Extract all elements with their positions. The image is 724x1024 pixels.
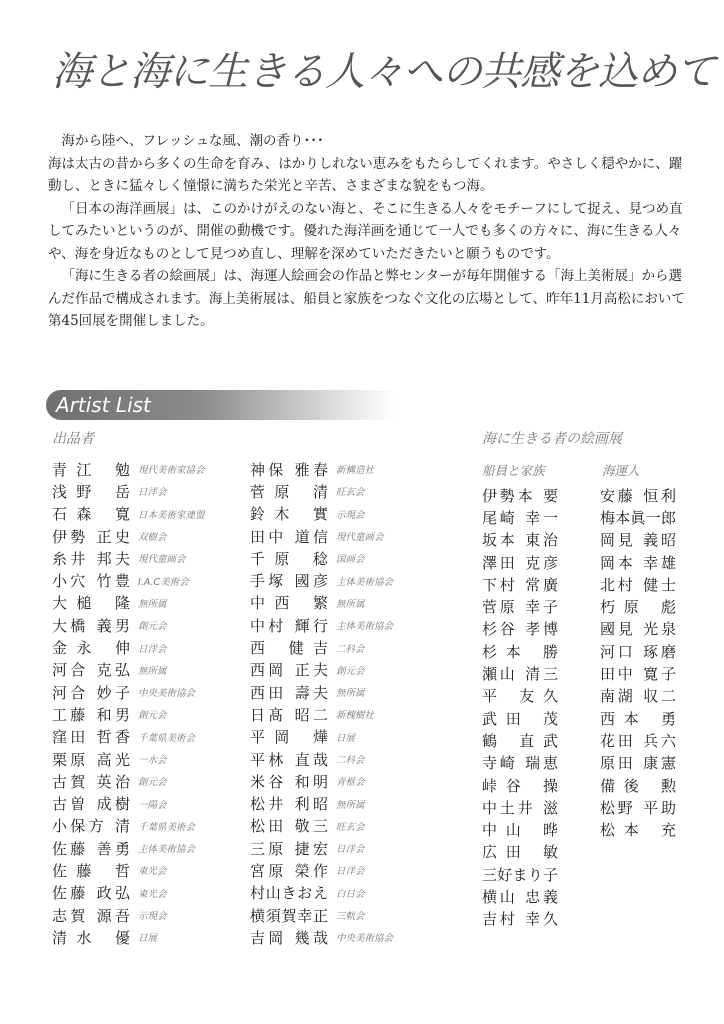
- art-group: 主体美術協会: [336, 576, 394, 588]
- artist-name: 伊勢 正史: [52, 527, 130, 546]
- list-item: [600, 551, 676, 573]
- art-group: 日展: [336, 732, 356, 744]
- artist-name: 横山 忠義: [482, 887, 558, 906]
- art-group: 無所属: [336, 799, 365, 811]
- artist-name: 松本 充: [600, 821, 676, 840]
- list-item: [250, 458, 393, 480]
- artist-name: 瀬山 清三: [482, 665, 558, 684]
- art-group: 日展: [138, 933, 158, 945]
- artist-name: 青江 勉: [52, 460, 130, 479]
- artist-name: 中土井 滋: [482, 798, 558, 817]
- list-item: [52, 592, 205, 614]
- art-group: 白日会: [336, 888, 365, 900]
- artist-name: 平岡 燁: [250, 728, 328, 747]
- crew-family-heading: 船員と家族: [482, 463, 545, 478]
- artist-name: 下村 常廣: [482, 575, 558, 594]
- art-group: 無所属: [336, 688, 365, 700]
- list-item: [482, 595, 558, 617]
- art-group: 現代童画会: [138, 554, 186, 566]
- artist-name: 寺崎 瑞恵: [482, 754, 558, 773]
- intro-paragraph: 「日本の海洋画展」は、このかけがえのない海と、そこに生きる人々をモチーフにして捉え、見つめ直してみたいというのが、開催の動機です。優れた海洋画を通じて一人でも多くの方々に、海に生きる人々や、海を身近なものとして見つめ直し、理解を深めていただきたいと願うものです。: [48, 200, 683, 262]
- list-item: [52, 569, 205, 591]
- intro-paragraph: 海から陸へ、フレッシュな風、潮の香り･･･: [61, 133, 324, 149]
- artist-name: 石森 寛: [52, 505, 130, 524]
- list-item: [250, 503, 393, 525]
- artist-name: 栗原 高光: [52, 750, 130, 769]
- artist-name: 杉本 勝: [482, 642, 558, 661]
- artist-name: 広田 敏: [482, 843, 558, 862]
- list-item: [250, 569, 393, 591]
- list-item: [250, 636, 393, 658]
- artist-name: 西本 勇: [600, 709, 676, 728]
- list-item: [482, 752, 558, 774]
- artist-name: 南湖 収二: [600, 687, 676, 706]
- art-group: 日洋会: [138, 643, 167, 655]
- artist-name: 松井 利昭: [250, 795, 328, 814]
- list-item: [482, 841, 558, 863]
- art-group: 主体美術協会: [138, 844, 196, 856]
- art-group: 現代美術家協会: [138, 465, 205, 477]
- list-item: [52, 837, 205, 859]
- art-group: 二科会: [336, 643, 365, 655]
- kaiunjin-list: [600, 484, 676, 841]
- artist-name: 横須賀幸正: [250, 906, 328, 925]
- list-item: [600, 796, 676, 818]
- artist-name: 朽原 彪: [600, 598, 676, 617]
- artist-list-banner: [46, 390, 396, 420]
- list-item: [52, 859, 205, 881]
- art-group: 無所属: [336, 598, 365, 610]
- list-item: [250, 882, 393, 904]
- art-group: 日洋会: [138, 487, 167, 499]
- artist-name: 安藤 恒利: [600, 486, 676, 505]
- art-group: 新槐樹社: [336, 710, 375, 722]
- list-item: [482, 662, 558, 684]
- kaiunjin-heading: 海運人: [602, 463, 640, 478]
- artist-name: 尾崎 幸一: [482, 508, 558, 527]
- artist-name: 峠谷 操: [482, 776, 558, 795]
- artist-name: 原田 康憲: [600, 754, 676, 773]
- list-item: [52, 525, 205, 547]
- list-item: [52, 703, 205, 725]
- list-item: [250, 792, 393, 814]
- art-group: 中央美術協会: [336, 933, 394, 945]
- art-group: 一水会: [138, 755, 167, 766]
- art-group: 創元会: [138, 777, 167, 789]
- list-item: [482, 774, 558, 796]
- list-item: [600, 595, 676, 617]
- list-item: [482, 885, 558, 907]
- list-item: [600, 685, 676, 707]
- art-group: 示現会: [138, 911, 167, 923]
- artist-name: 梅本眞一郎: [600, 508, 676, 527]
- artist-name: 佐藤 哲: [52, 861, 130, 880]
- artist-name: 鈴木 實: [250, 505, 328, 524]
- artist-name: 宮原 榮作: [250, 861, 328, 880]
- list-item: [52, 748, 205, 770]
- art-group: 一陽会: [138, 799, 167, 811]
- art-group: 新構造社: [336, 465, 375, 477]
- art-group: 日洋会: [336, 844, 365, 856]
- art-group: 現代童画会: [336, 532, 384, 544]
- artist-name: 坂本 東治: [482, 531, 558, 550]
- artist-name: 平林 直哉: [250, 750, 328, 769]
- art-group: 千葉県美術会: [138, 821, 196, 833]
- artist-name: 三好まり子: [482, 865, 558, 884]
- artist-name: 金永 伸: [52, 639, 130, 658]
- list-item: [250, 837, 393, 859]
- artist-name: 平 友久: [482, 687, 558, 706]
- list-item: [482, 551, 558, 573]
- artist-name: 河口 琢磨: [600, 642, 676, 661]
- artist-name: 國見 光泉: [600, 620, 676, 639]
- exhibitors-heading: 出品者: [52, 431, 94, 447]
- list-item: [482, 640, 558, 662]
- list-item: [250, 815, 393, 837]
- artist-name: 佐藤 政弘: [52, 884, 130, 903]
- art-group: 青枢会: [336, 777, 365, 789]
- artist-name: 岡見 義昭: [600, 531, 676, 550]
- artist-name: 岡本 幸雄: [600, 553, 676, 572]
- art-group: 創元会: [336, 665, 365, 677]
- list-item: [482, 573, 558, 595]
- art-group: 主体美術協会: [336, 621, 394, 633]
- list-item: [250, 859, 393, 881]
- list-item: [52, 681, 205, 703]
- artist-name: 河合 克弘: [52, 661, 130, 680]
- artist-name: 松野 平助: [600, 798, 676, 817]
- list-item: [482, 685, 558, 707]
- list-item: [250, 614, 393, 636]
- artist-name: 米谷 和明: [250, 772, 328, 791]
- artist-name: 西岡 正夫: [250, 661, 328, 680]
- list-item: [250, 525, 393, 547]
- artist-name: 武田 茂: [482, 709, 558, 728]
- art-group: 東光会: [138, 866, 167, 878]
- list-item: [250, 547, 393, 569]
- list-item: [600, 662, 676, 684]
- artist-name: 大槌 隆: [52, 594, 130, 613]
- list-item: [600, 529, 676, 551]
- art-group: 千葉県美術会: [138, 732, 196, 744]
- art-group: 創元会: [138, 710, 167, 722]
- artist-name: 鶴 直武: [482, 731, 558, 750]
- list-item: [52, 614, 205, 636]
- art-group: 日洋会: [336, 866, 365, 878]
- intro-paragraph: 「海に生きる者の絵画展」は、海運人絵画会の作品と弊センターが毎年開催する「海上美術展」から選んだ作品で構成されます。海上美術展は、船員と家族をつなぐ文化の広場として、昨年11月高松において第45回展を開催しました。: [48, 268, 685, 329]
- artist-name: 西 健吉: [250, 639, 328, 658]
- list-item: [482, 863, 558, 885]
- list-item: [250, 926, 393, 948]
- list-item: [600, 506, 676, 528]
- artist-name: 菅原 幸子: [482, 598, 558, 617]
- list-item: [52, 636, 205, 658]
- art-group: 中央美術協会: [138, 688, 196, 700]
- artist-name: 佐藤 善勇: [52, 839, 130, 858]
- artist-name: 古曽 成樹: [52, 795, 130, 814]
- umi-exhibition-heading: 海に生きる者の絵画展: [482, 431, 622, 447]
- list-item: [52, 480, 205, 502]
- art-group: 創元会: [138, 621, 167, 633]
- list-item: [600, 752, 676, 774]
- list-item: [250, 681, 393, 703]
- art-group: I.A.C美術会: [138, 576, 189, 588]
- list-item: [250, 904, 393, 926]
- artist-name: 手塚 國彦: [250, 572, 328, 591]
- list-item: [52, 882, 205, 904]
- list-item: [482, 529, 558, 551]
- artist-name: 伊勢本 要: [482, 486, 558, 505]
- list-item: [482, 729, 558, 751]
- artist-name: 千原 稔: [250, 549, 328, 568]
- list-item: [600, 484, 676, 506]
- art-group: 二科会: [336, 755, 365, 766]
- artist-name: 中村 輝行: [250, 616, 328, 635]
- exhibitors-column-2: [250, 458, 393, 949]
- art-group: 国画会: [336, 554, 365, 566]
- artist-name: 小穴 竹豊: [52, 572, 130, 591]
- list-item: [250, 703, 393, 725]
- page-title: 海と海に生きる人々への共感を込めて: [52, 49, 715, 95]
- artist-name: 三原 捷宏: [250, 839, 328, 858]
- artist-name: 北村 健士: [600, 575, 676, 594]
- list-item: [600, 707, 676, 729]
- art-group: 三軌会: [336, 911, 365, 923]
- list-item: [482, 707, 558, 729]
- list-item: [250, 748, 393, 770]
- list-item: [52, 904, 205, 926]
- art-group: 無所属: [138, 598, 167, 610]
- list-item: [250, 480, 393, 502]
- exhibitors-column-1: [52, 458, 205, 949]
- artist-name: 菅原 清: [250, 482, 328, 501]
- artist-name: 古賀 英治: [52, 772, 130, 791]
- art-group: 示現会: [336, 509, 365, 521]
- art-group: 旺玄会: [336, 821, 365, 833]
- list-item: [482, 618, 558, 640]
- artist-list-heading: Artist List: [56, 393, 151, 417]
- list-item: [52, 815, 205, 837]
- artist-name: 花田 兵六: [600, 731, 676, 750]
- artist-name: 河合 妙子: [52, 683, 130, 702]
- artist-name: 清水 優: [52, 928, 130, 947]
- art-group: 無所属: [138, 665, 167, 677]
- artist-name: 田中 寛子: [600, 665, 676, 684]
- list-item: [600, 573, 676, 595]
- artist-name: 小保方 清: [52, 817, 130, 836]
- list-item: [52, 659, 205, 681]
- artist-name: 糸井 邦夫: [52, 549, 130, 568]
- artist-name: 西田 壽夫: [250, 683, 328, 702]
- list-item: [600, 818, 676, 840]
- art-group: 旺玄会: [336, 487, 365, 499]
- artist-name: 松田 敬三: [250, 817, 328, 836]
- artist-name: 神保 雅春: [250, 460, 328, 479]
- artist-name: 備後 勲: [600, 776, 676, 795]
- artist-name: 村山きおえ: [250, 884, 328, 903]
- artist-name: 中西 繁: [250, 594, 328, 613]
- list-item: [52, 792, 205, 814]
- artist-name: 日髙 昭二: [250, 705, 328, 724]
- art-group: 日本美術家連盟: [138, 509, 205, 521]
- artist-name: 田中 道信: [250, 527, 328, 546]
- artist-name: 吉村 幸久: [482, 910, 558, 929]
- list-item: [250, 659, 393, 681]
- list-item: [52, 926, 205, 948]
- list-item: [600, 774, 676, 796]
- list-item: [250, 726, 393, 748]
- list-item: [52, 503, 205, 525]
- artist-name: 大橋 義男: [52, 616, 130, 635]
- artist-name: 澤田 克彦: [482, 553, 558, 572]
- artist-name: 浅野 岳: [52, 482, 130, 501]
- list-item: [482, 484, 558, 506]
- artist-name: 窪田 哲香: [52, 728, 130, 747]
- intro-paragraph: 海は太古の昔から多くの生命を育み、はかりしれない恵みをもたらしてくれます。やさしく穏やかに、躍動し、ときに猛々しく憧憬に満ちた栄光と辛苦、さまざまな貌をもつ海。: [48, 155, 683, 194]
- list-item: [52, 547, 205, 569]
- list-item: [250, 770, 393, 792]
- art-group: 双樹会: [138, 532, 167, 544]
- list-item: [52, 726, 205, 748]
- list-item: [52, 770, 205, 792]
- artist-name: 中山 晔: [482, 821, 558, 840]
- list-item: [600, 640, 676, 662]
- list-item: [482, 818, 558, 840]
- list-item: [250, 592, 393, 614]
- intro-text: [48, 130, 688, 333]
- crew-family-list: [482, 484, 558, 930]
- artist-name: 杉谷 孝博: [482, 620, 558, 639]
- artist-name: 工藤 和男: [52, 705, 130, 724]
- list-item: [482, 506, 558, 528]
- art-group: 東光会: [138, 888, 167, 900]
- list-item: [482, 908, 558, 930]
- list-item: [600, 729, 676, 751]
- list-item: [482, 796, 558, 818]
- list-item: [52, 458, 205, 480]
- artist-name: 吉岡 幾哉: [250, 928, 328, 947]
- artist-name: 志賀 源吾: [52, 906, 130, 925]
- list-item: [600, 618, 676, 640]
